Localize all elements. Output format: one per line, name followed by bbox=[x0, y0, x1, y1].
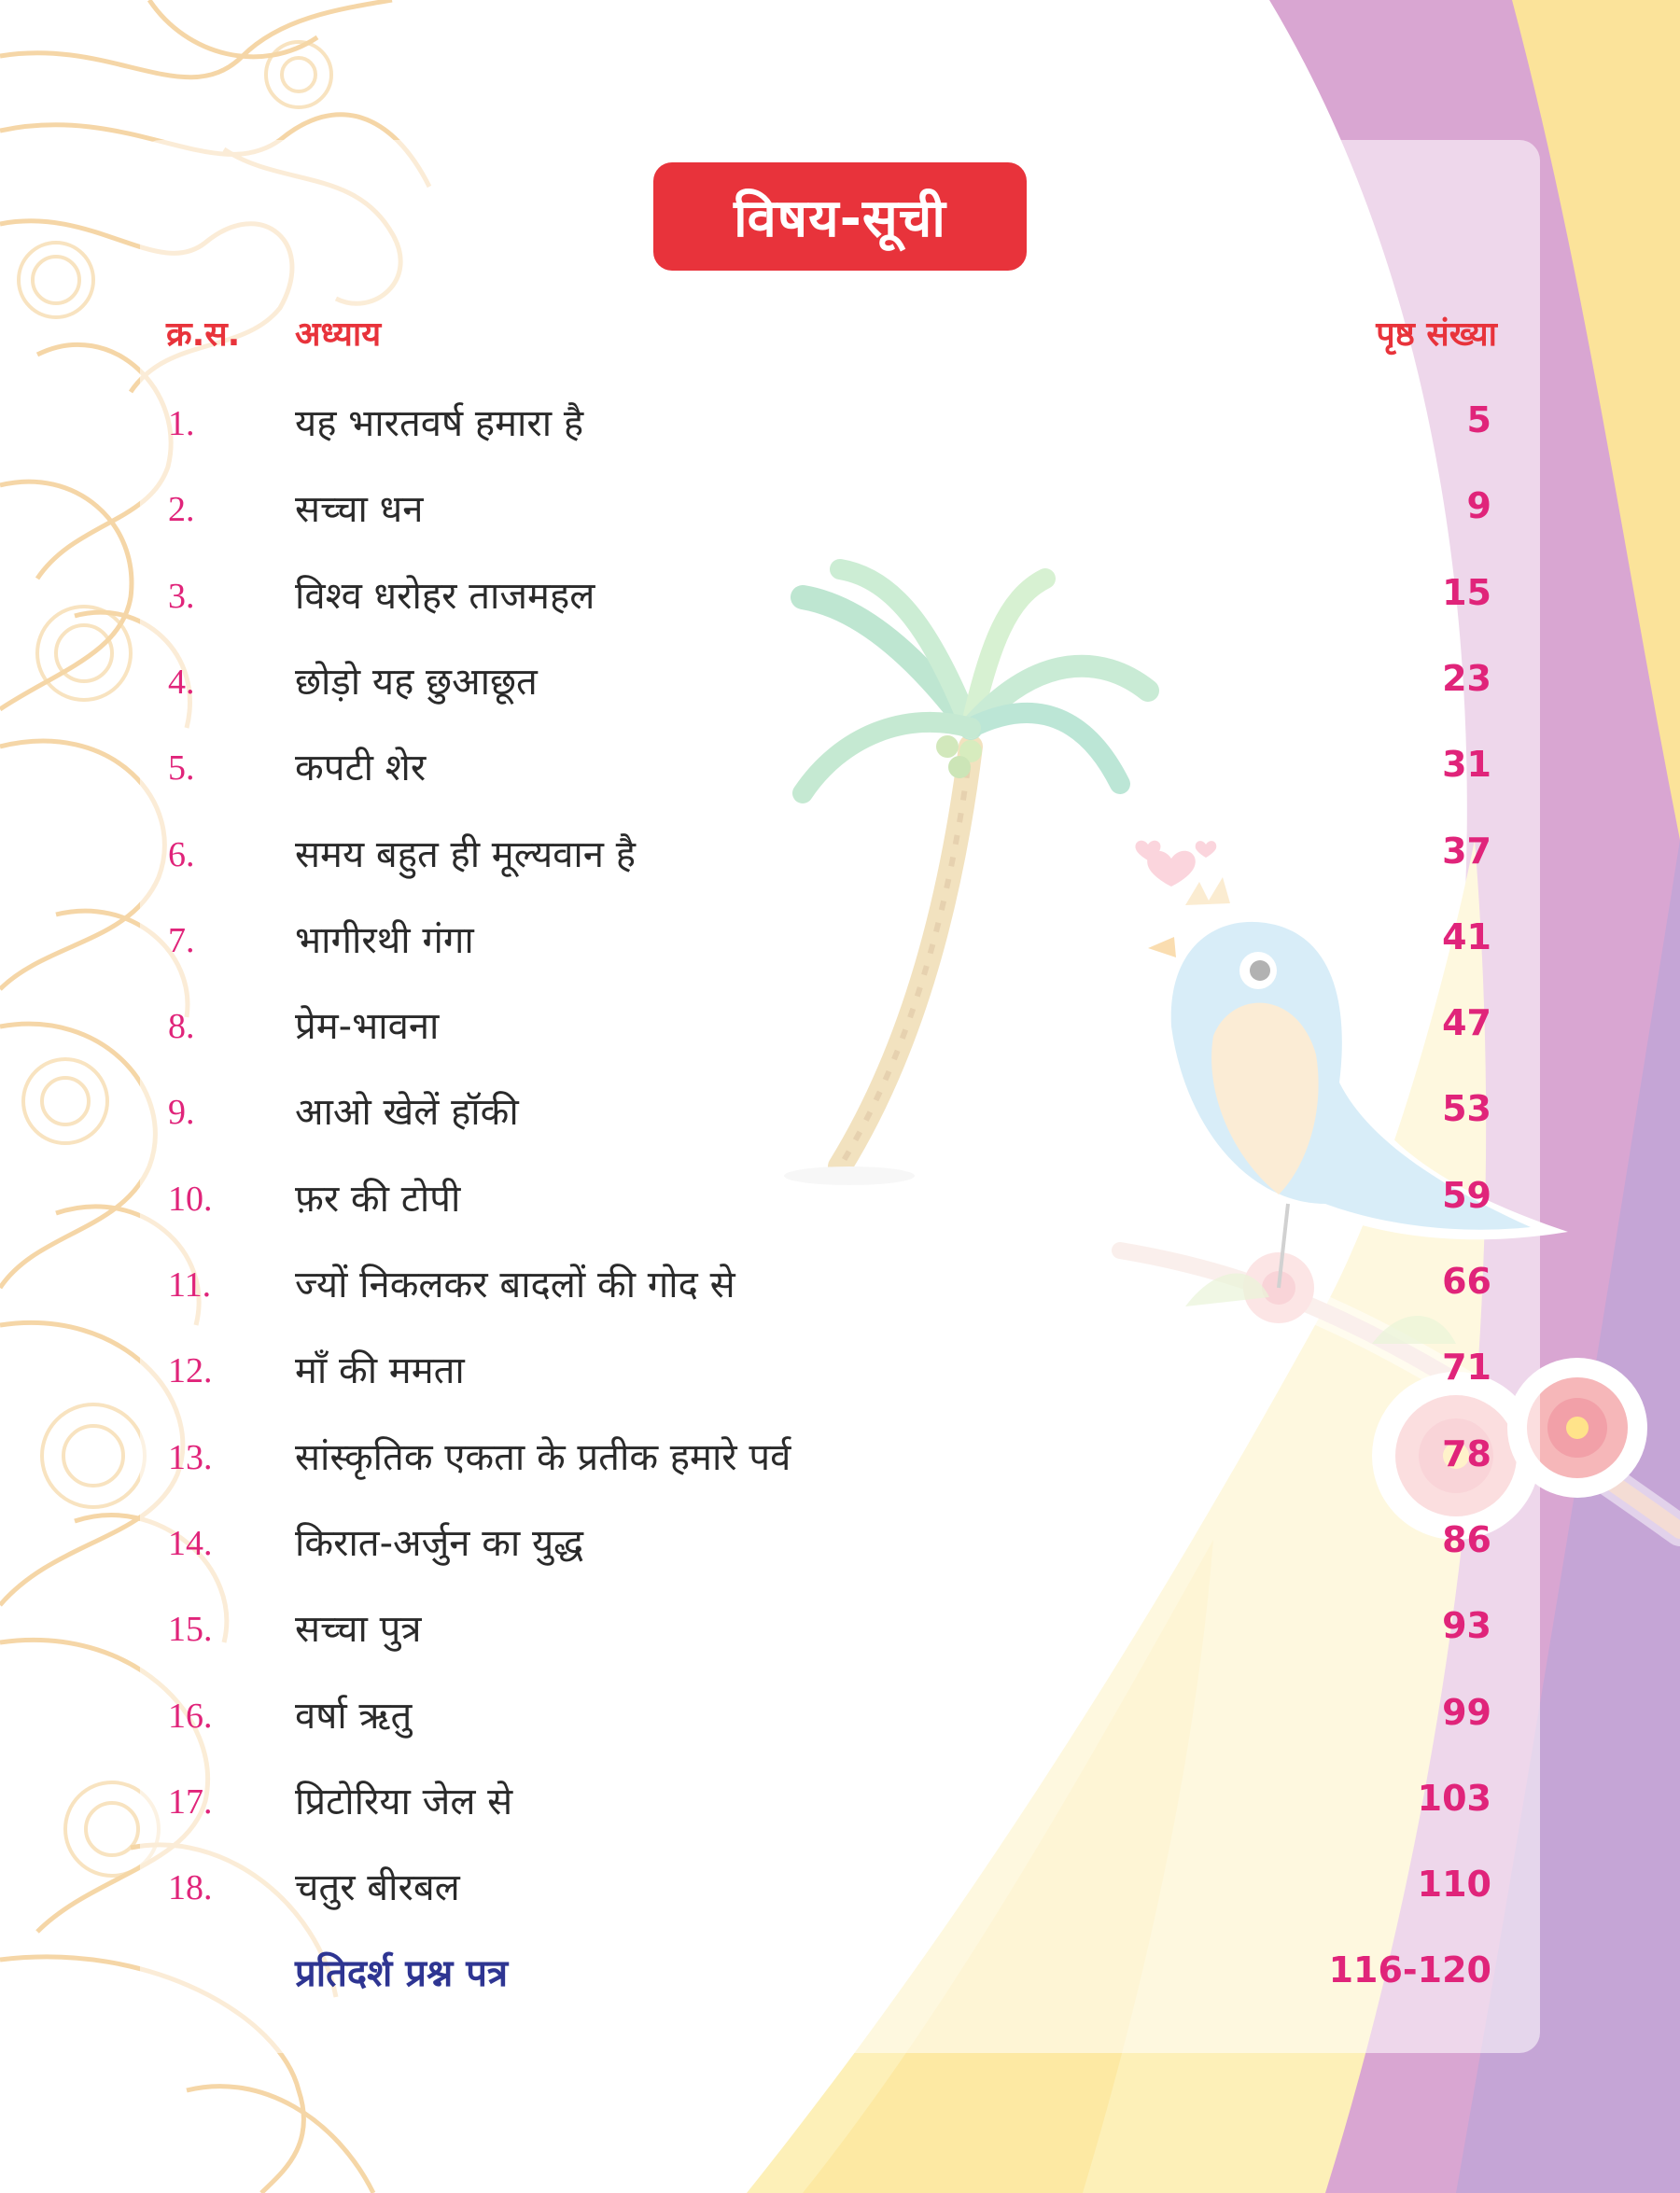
chapter-title[interactable]: सच्चा धन bbox=[295, 488, 424, 532]
chapter-page-number: 71 bbox=[1442, 1347, 1491, 1389]
chapter-page-number: 15 bbox=[1442, 571, 1491, 613]
chapter-page-number: 47 bbox=[1442, 1002, 1491, 1044]
chapter-number: 1. bbox=[168, 404, 195, 443]
chapter-number: 10. bbox=[168, 1179, 213, 1219]
toc-row[interactable] bbox=[0, 1512, 1680, 1577]
toc-row[interactable] bbox=[0, 1339, 1680, 1404]
toc-row[interactable] bbox=[0, 995, 1680, 1060]
chapter-number: 3. bbox=[168, 576, 195, 616]
toc-row[interactable] bbox=[0, 736, 1680, 802]
chapter-number: 16. bbox=[168, 1696, 213, 1736]
chapter-title[interactable]: यह भारतवर्ष हमारा है bbox=[295, 402, 584, 445]
title-badge bbox=[653, 162, 1027, 271]
chapter-page-number: 5 bbox=[1466, 399, 1491, 440]
chapter-page-number: 103 bbox=[1417, 1777, 1491, 1819]
chapter-number: 15. bbox=[168, 1610, 213, 1650]
chapter-page-number: 110 bbox=[1417, 1864, 1491, 1906]
chapter-page-number: 41 bbox=[1442, 915, 1491, 957]
chapter-number: 11. bbox=[168, 1265, 212, 1305]
chapter-page-number: 93 bbox=[1442, 1605, 1491, 1647]
chapter-number: 18. bbox=[168, 1868, 213, 1908]
chapter-number: 4. bbox=[168, 662, 195, 702]
sample-paper-title[interactable]: प्रतिदर्श प्रश्न पत्र bbox=[295, 1952, 509, 1996]
page-title: विषय-सूची bbox=[734, 189, 946, 249]
chapter-title[interactable]: प्रिटोरिया जेल से bbox=[295, 1780, 513, 1823]
chapter-number: 7. bbox=[168, 920, 195, 960]
chapter-title[interactable]: सच्चा पुत्र bbox=[295, 1608, 422, 1652]
chapter-title[interactable]: माँ की ममता bbox=[295, 1349, 465, 1393]
toc-row[interactable] bbox=[0, 1081, 1680, 1146]
chapter-page-number: 99 bbox=[1442, 1691, 1491, 1733]
chapter-number: 6. bbox=[168, 834, 195, 874]
chapter-page-number: 31 bbox=[1442, 744, 1491, 786]
chapter-page-number: 66 bbox=[1442, 1261, 1491, 1302]
chapter-title[interactable]: भागीरथी गंगा bbox=[295, 918, 474, 962]
chapter-page-number: 59 bbox=[1442, 1174, 1491, 1216]
chapter-number: 8. bbox=[168, 1007, 195, 1047]
toc-row[interactable] bbox=[0, 1426, 1680, 1491]
toc-row[interactable] bbox=[0, 1856, 1680, 1921]
chapter-number: 2. bbox=[168, 490, 195, 530]
toc-row[interactable] bbox=[0, 823, 1680, 888]
chapter-page-number: 53 bbox=[1442, 1088, 1491, 1130]
chapter-number: 5. bbox=[168, 748, 195, 789]
chapter-number: 12. bbox=[168, 1351, 213, 1391]
header-page: पृष्ठ संख्या bbox=[1376, 315, 1497, 354]
chapter-page-number: 9 bbox=[1466, 485, 1491, 527]
toc-row[interactable] bbox=[0, 1167, 1680, 1233]
chapter-page-number: 78 bbox=[1442, 1432, 1491, 1474]
toc-row[interactable] bbox=[0, 1684, 1680, 1750]
toc-row[interactable] bbox=[0, 392, 1680, 457]
chapter-title[interactable]: सांस्कृतिक एकता के प्रतीक हमारे पर्व bbox=[295, 1435, 791, 1479]
chapter-title[interactable]: किरात-अर्जुन का युद्ध bbox=[295, 1521, 584, 1565]
chapter-title[interactable]: आओ खेलें हॉकी bbox=[295, 1091, 519, 1135]
sample-paper-pages: 116-120 bbox=[1328, 1949, 1491, 1991]
chapter-title[interactable]: समय बहुत ही मूल्यवान है bbox=[295, 832, 636, 876]
chapter-page-number: 23 bbox=[1442, 657, 1491, 699]
chapter-number: 17. bbox=[168, 1781, 213, 1822]
chapter-number: 9. bbox=[168, 1093, 195, 1133]
chapter-title[interactable]: चतुर बीरबल bbox=[295, 1866, 460, 1910]
header-serial: क्र.स. bbox=[166, 315, 241, 354]
chapter-title[interactable]: कपटी शेर bbox=[295, 747, 427, 790]
header-chapter: अध्याय bbox=[295, 315, 382, 354]
toc-row[interactable] bbox=[0, 1598, 1680, 1663]
toc-row-sample-paper[interactable] bbox=[0, 1942, 1680, 2007]
chapter-page-number: 86 bbox=[1442, 1518, 1491, 1560]
chapter-title[interactable]: विश्व धरोहर ताजमहल bbox=[295, 574, 595, 618]
chapter-title[interactable]: प्रेम-भावना bbox=[295, 1005, 440, 1049]
chapter-title[interactable]: फ़र की टोपी bbox=[295, 1177, 461, 1221]
toc-row[interactable] bbox=[0, 650, 1680, 716]
toc-row[interactable] bbox=[0, 1253, 1680, 1319]
chapter-number: 13. bbox=[168, 1437, 213, 1477]
chapter-title[interactable]: छोड़ो यह छुआछूत bbox=[295, 660, 538, 704]
chapter-page-number: 37 bbox=[1442, 830, 1491, 872]
chapter-number: 14. bbox=[168, 1523, 213, 1563]
chapter-title[interactable]: वर्षा ऋतु bbox=[295, 1694, 413, 1738]
toc-row[interactable] bbox=[0, 909, 1680, 974]
toc-row[interactable] bbox=[0, 478, 1680, 543]
chapter-title[interactable]: ज्यों निकलकर बादलों की गोद से bbox=[295, 1264, 735, 1306]
toc-row[interactable] bbox=[0, 1770, 1680, 1836]
toc-row[interactable] bbox=[0, 565, 1680, 630]
